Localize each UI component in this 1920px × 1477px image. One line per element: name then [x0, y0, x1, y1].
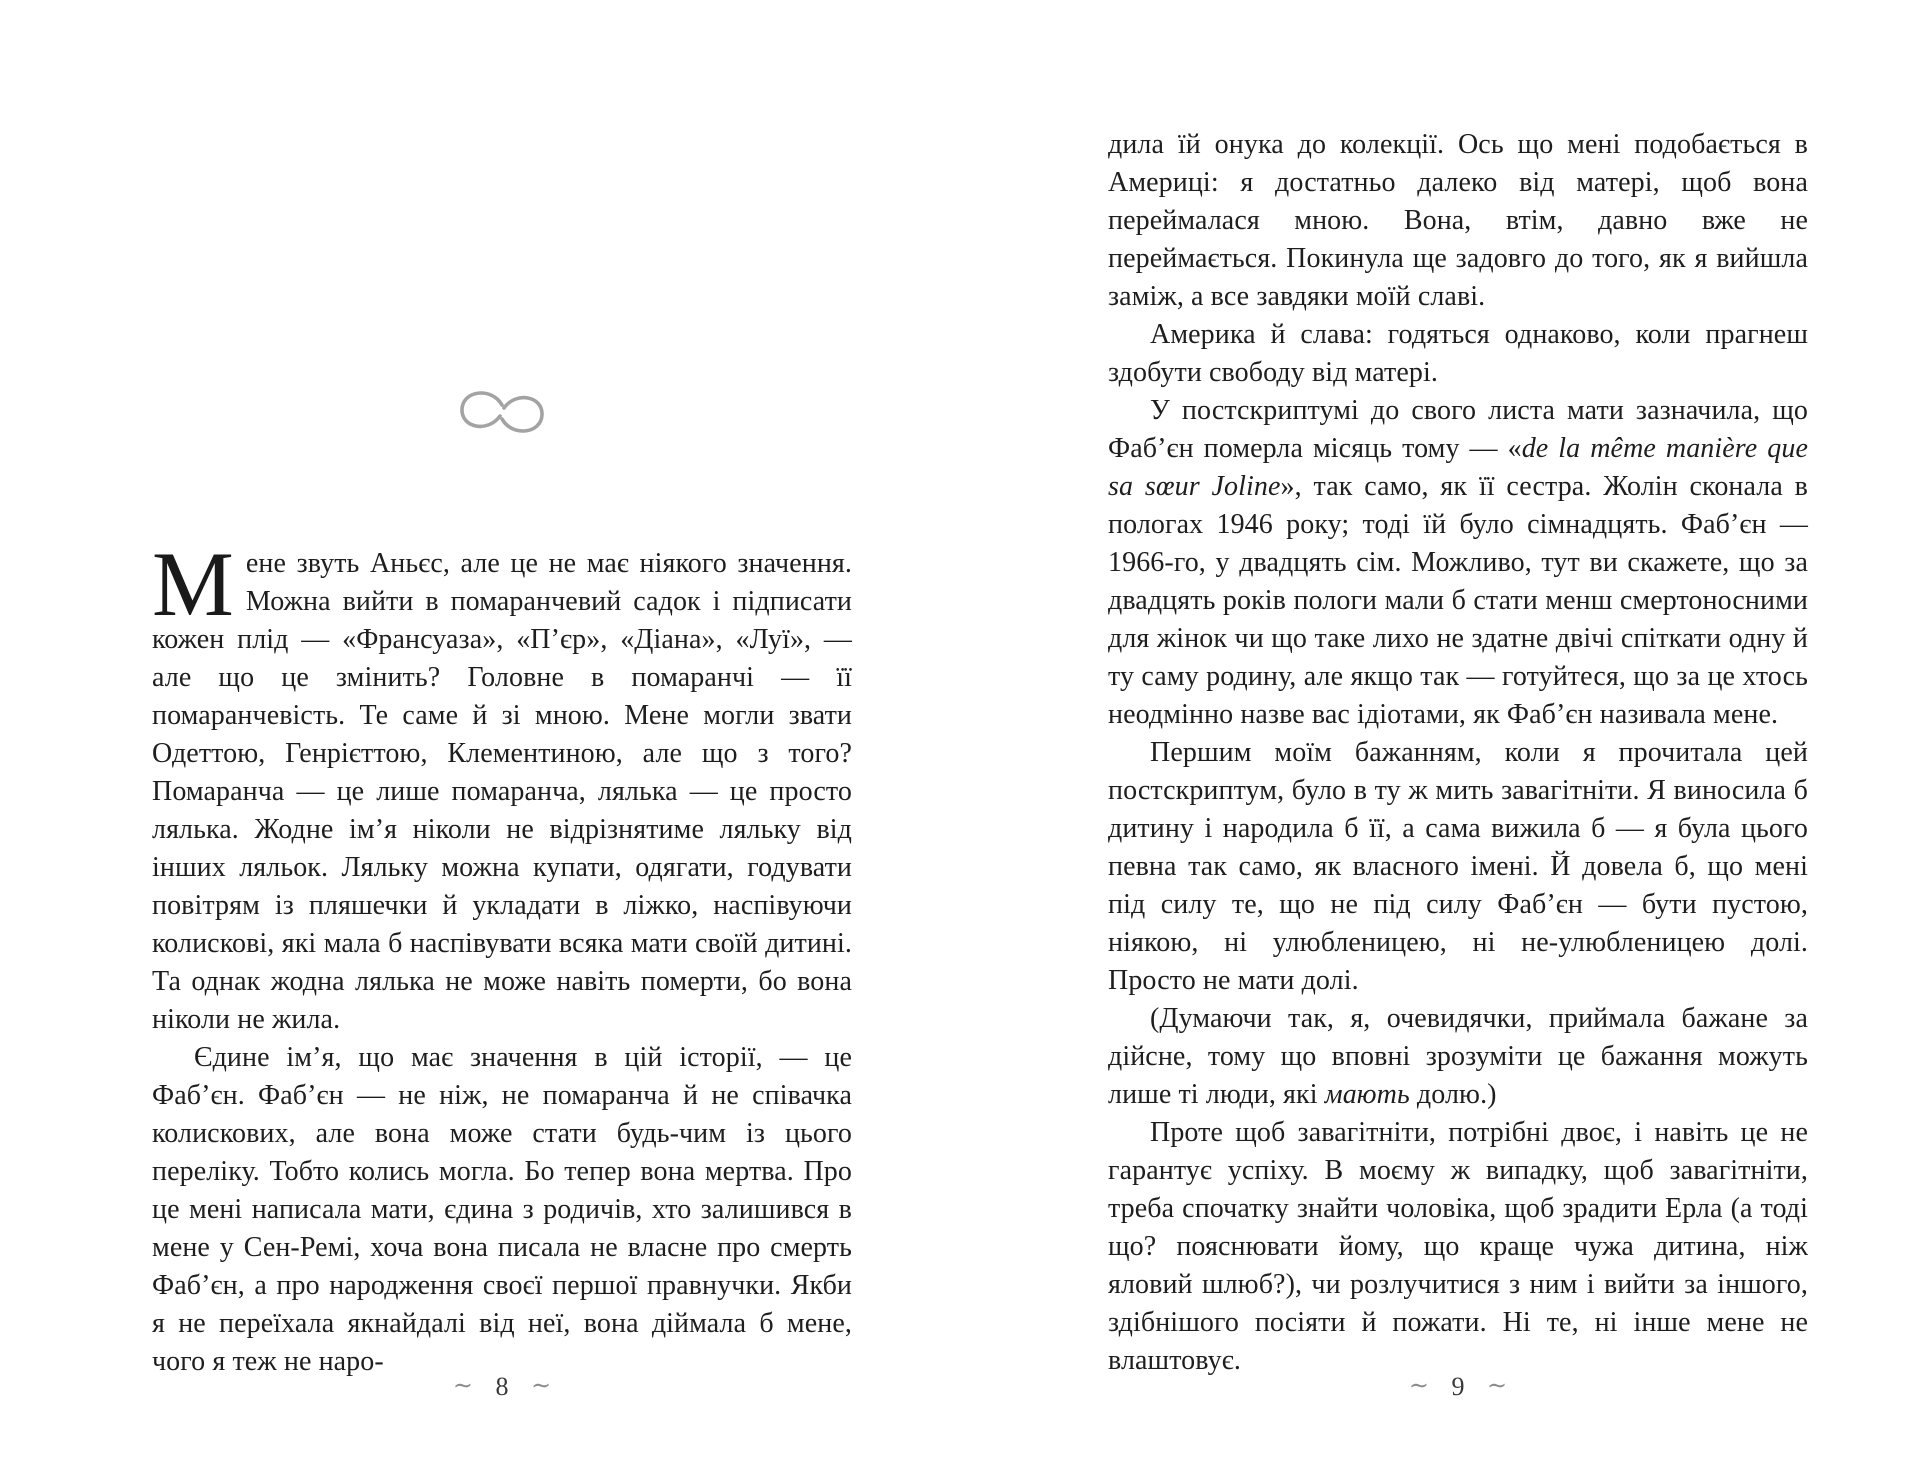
page-left-text-block: [152, 533, 852, 1381]
folio-tilde-left: ∼: [1408, 1373, 1429, 1399]
body-text: (Думаючи так, я, очевидячки, приймала бажане за дійсне, тому що вповні зрозуміти це бажання можуть лише ті люди, які: [1108, 1003, 1808, 1110]
folio-tilde-left: ∼: [452, 1373, 473, 1399]
paragraph: [1108, 1114, 1808, 1380]
paragraph: [152, 1039, 852, 1381]
page-number: 8: [495, 1372, 509, 1401]
double-loop-flourish-icon: [454, 388, 550, 436]
italic-text: мають: [1324, 1079, 1410, 1110]
body-text: », так само, як її сестра. Жолін сконала в пологах 1946 року; тоді їй було сімнадцять. Фаб’єн — 1966-го, у двадцять сім. Можливо, тут ви скажете, що за двадцять років пологи мали б стати менш смертоносними для жінок чи що таке лихо не здатне двічі спіткати одну й ту саму родину, але якщо так — готуйтеся, що за це хтось неодмінно назве вас ідіотами, як Фаб’єн називала мене.: [1108, 471, 1808, 730]
folio-tilde-right: ∼: [531, 1373, 552, 1399]
paragraph: [1108, 316, 1808, 392]
paragraph: [1108, 392, 1808, 734]
italic-text: de la même manière que sa sœur Joline: [1108, 433, 1808, 502]
page-left-folio: [152, 1372, 852, 1402]
section-break-ornament: [152, 388, 852, 441]
paragraph: [1108, 126, 1808, 316]
drop-cap: М: [152, 533, 234, 635]
body-text: Америка й слава: годяться однаково, коли прагнеш здобути свободу від матері.: [1108, 319, 1808, 388]
body-text: Єдине ім’я, що має значення в цій історії, — це Фаб’єн. Фаб’єн — не ніж, не помаранча й не співачка колискових, але вона може стати будь-чим із цього переліку. Тобто колись могла. Бо тепер вона мертва. Про це мені написала мати, єдина з родичів, хто залишився в мене у Сен-Ремі, хоча вона писала не власне про смерть Фаб’єн, а про народження своєї першої правнучки. Якби я не переїхала якнайдалі від неї, вона діймала б мене, чого я теж не наро-: [152, 1042, 852, 1377]
paragraph: [1108, 734, 1808, 1000]
body-text: У постскриптумі до свого листа мати зазначила, що Фаб’єн померла місяць тому — «: [1108, 395, 1808, 464]
page-number: 9: [1451, 1372, 1465, 1401]
paragraph: [152, 533, 852, 1039]
paragraph: [1108, 1000, 1808, 1114]
body-text: дила їй онука до колекції. Ось що мені подобається в Америці: я достатньо далеко від матері, щоб вона переймалася мною. Вона, втім, давно вже не переймається. Покинула ще задовго до того, як я вийшла заміж, а все завдяки моїй славі.: [1108, 129, 1808, 312]
page-right: [960, 0, 1920, 1477]
folio-tilde-right: ∼: [1487, 1373, 1508, 1399]
page-right-text-block: [1108, 126, 1808, 1380]
page-right-folio: [1108, 1372, 1808, 1402]
body-text: ене звуть Аньєс, але це не має ніякого значення. Можна вийти в помаранчевий садок і підписати кожен плід — «Франсуаза», «П’єр», «Діана», «Луї», — але що це змінить? Головне в помаранчі — її помаранчевість. Те саме й зі мною. Мене могли звати Одеттою, Генрієттою, Клементиною, але що з того? Помаранча — це лише помаранча, лялька — це просто лялька. Жодне ім’я ніколи не відрізнятиме ляльку від інших ляльок. Ляльку можна купати, одягати, годувати повітрям із пляшечки й укладати в ліжко, наспівуючи колискові, які мала б наспівувати всяка мати своїй дитині. Та однак жодна лялька не може навіть померти, бо вона ніколи не жила.: [152, 548, 852, 1035]
body-text: Першим моїм бажанням, коли я прочитала цей постскриптум, було в ту ж мить завагітніти. Я виносила б дитину і народила б її, а сама вижила б — я була цього певна так само, як власного імені. Й довела б, що мені під силу те, що не під силу Фаб’єн — бути пустою, ніякою, ні улюбленицею, ні не-улюбленицею долі. Просто не мати долі.: [1108, 737, 1808, 996]
body-text: Проте щоб завагітніти, потрібні двоє, і навіть це не гарантує успіху. В моєму ж випадку, щоб завагітніти, треба спочатку знайти чоловіка, щоб зрадити Ерла (а тоді що? пояснювати йому, що краще чужа дитина, ніж яловий шлюб?), чи розлучитися з ним і вийти за іншого, здібнішого посіяти й пожати. Ні те, ні інше мене не влаштовує.: [1108, 1117, 1808, 1376]
body-text: долю.): [1409, 1079, 1497, 1110]
